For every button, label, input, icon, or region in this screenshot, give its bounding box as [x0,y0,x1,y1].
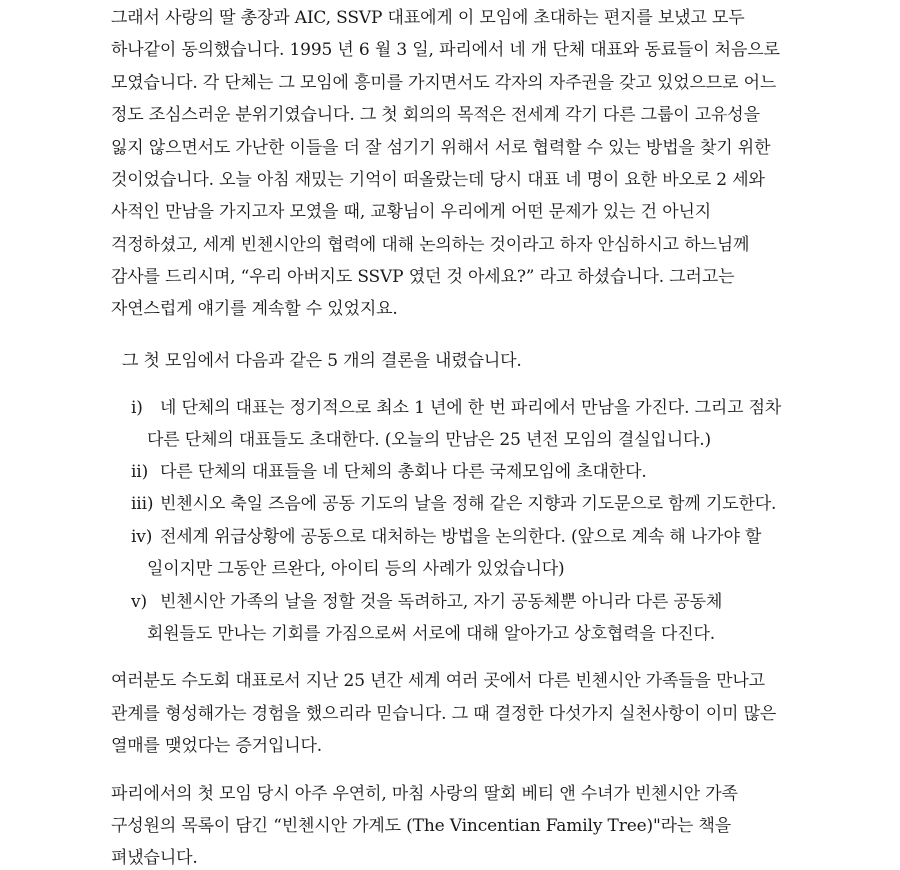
text-line: 네 단체의 대표는 정기적으로 최소 1 년에 한 번 파리에서 만남을 가진다. 그리고 점차 [160,398,782,418]
text-line: 파리에서의 첫 모임 당시 아주 우연히, 마침 사랑의 딸회 베티 앤 수녀가 빈첸시안 가족 [111,784,738,804]
list-marker: iv) [131,527,153,547]
text-line: 다른 단체의 대표들을 네 단체의 총회나 다른 국제모임에 초대한다. [160,462,647,482]
text-line: 감사를 드리시며, “우리 아버지도 SSVP 였던 것 아세요?” 라고 하셨습니다. 그러고는 [111,267,735,287]
list-marker: iii) [131,494,154,514]
text-line: 구성원의 목록이 담긴 “빈첸시안 가계도 (The Vincentian Family Tree)"라는 책을 [111,816,732,836]
text-line: 회원들도 만나는 기회를 가짐으로써 서로에 대해 알아가고 상호협력을 다진다. [147,624,715,644]
text-line: 것이었습니다. 오늘 아침 재밌는 기억이 떠올랐는데 당시 대표 네 명이 요한 바오로 2 세와 [111,170,765,190]
text-line: 다른 단체의 대표들도 초대한다. (오늘의 만남은 25 년전 모임의 결실입니다.) [147,430,711,450]
text-line: 일이지만 그동안 르완다, 아이티 등의 사례가 있었습니다) [147,559,565,579]
text-line: 펴냈습니다. [111,848,198,868]
text-line: 관계를 형성해가는 경험을 했으리라 믿습니다. 그 때 결정한 다섯가지 실천사항이 이미 많은 [111,704,777,724]
text-line: 모였습니다. 각 단체는 그 모임에 흥미를 가지면서도 각자의 자주권을 갖고 있었으므로 어느 [111,73,777,93]
text-line: 그 첫 모임에서 다음과 같은 5 개의 결론을 내렸습니다. [122,351,522,371]
text-line: 잃지 않으면서도 가난한 이들을 더 잘 섬기기 위해서 서로 협력할 수 있는 방법을 찾기 위한 [111,138,771,158]
text-line: 사적인 만남을 가지고자 모였을 때, 교황님이 우리에게 어떤 문제가 있는 건 아닌지 [111,202,712,222]
list-marker: v) [131,592,147,612]
text-line: 걱정하셨고, 세계 빈첸시안의 협력에 대해 논의하는 것이라고 하자 안심하시고 하느님께 [111,235,750,255]
text-line: 빈첸시안 가족의 날을 정할 것을 독려하고, 자기 공동체뿐 아니라 다른 공동체 [160,592,723,612]
text-line: 그래서 사랑의 딸 총장과 AIC, SSVP 대표에게 이 모임에 초대하는 편지를 보냈고 모두 [111,8,745,28]
list-marker: i) [131,398,143,418]
text-line: 하나같이 동의했습니다. 1995 년 6 월 3 일, 파리에서 네 개 단체 대표와 동료들이 처음으로 [111,40,780,60]
text-line: 빈첸시오 축일 즈음에 공동 기도의 날을 정해 같은 지향과 기도문으로 함께 기도한다. [160,494,777,514]
text-line: 자연스럽게 얘기를 계속할 수 있었지요. [111,299,398,319]
text-line: 전세계 위급상황에 공동으로 대처하는 방법을 논의한다. (앞으로 계속 해 나가야 할 [160,527,762,547]
text-line: 여러분도 수도회 대표로서 지난 25 년간 세계 여러 곳에서 다른 빈첸시안 가족들을 만나고 [111,671,765,691]
text-line: 열매를 맺었다는 증거입니다. [111,736,323,756]
list-marker: ii) [131,462,149,482]
text-line: 정도 조심스러운 분위기였습니다. 그 첫 회의의 목적은 전세계 각기 다른 그룹이 고유성을 [111,105,760,125]
